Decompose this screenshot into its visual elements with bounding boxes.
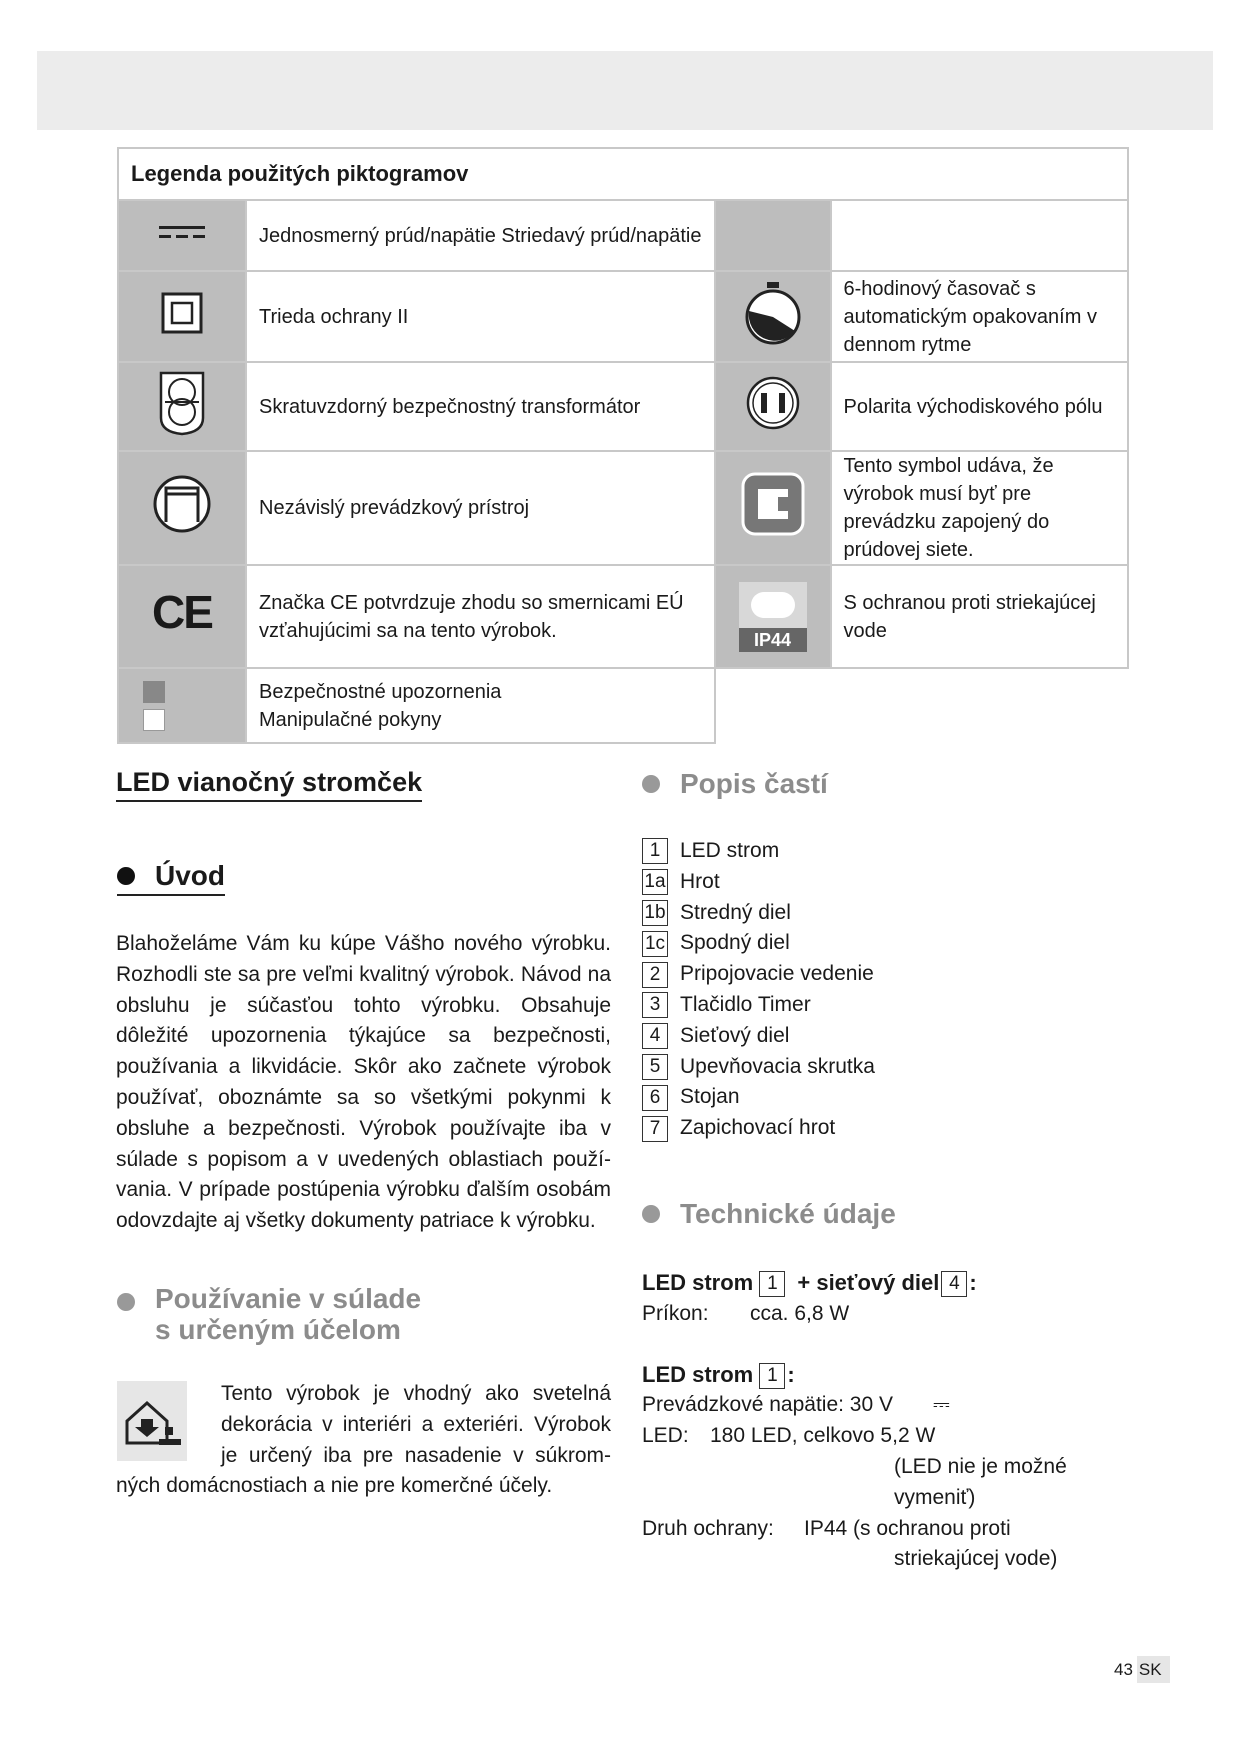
timer-icon	[715, 271, 831, 362]
legend-text: Tento symbol udáva, že výrobok musí byť pre prevádzku zapojený do prúdovej siete.	[831, 451, 1129, 565]
legend-text: Nezávislý prevádzkový prístroj	[246, 451, 715, 565]
bullet-icon	[117, 1293, 135, 1311]
parts-list	[642, 836, 875, 1144]
part-label: Upevňovacia skrutka	[680, 1054, 875, 1078]
part-label: Tlačidlo Timer	[680, 992, 811, 1016]
part-label: Spodný diel	[680, 931, 790, 955]
usage-block	[116, 1379, 611, 1502]
part-label: Pripojovacie vedenie	[680, 962, 874, 986]
legend-text: Jednosmerný prúd/napätie Striedavý prúd/napätie	[246, 200, 715, 271]
plug-icon	[715, 451, 831, 565]
part-label: Zapichovací hrot	[680, 1116, 836, 1140]
legend-text: Polarita východiskového pólu	[831, 362, 1129, 451]
tech-specs: LED strom 1 + sieťový diel 4 : Príkon: cca. 6,8 W LED strom 1 : Prevádzkové napätie: 30 V ⎓ LED: 180 LED, celkovo 5,2 W (LED nie je možné vymeniť) Druh ochrany: IP44 (s ochranou proti striekajúcej vode)	[642, 1270, 1067, 1571]
legend-text: Skratuvzdorný bezpečnostný transformátor	[246, 362, 715, 451]
part-label: Stredný diel	[680, 900, 791, 924]
safety-transformer-icon	[118, 362, 246, 451]
part-label: Stojan	[680, 1085, 740, 1109]
part-number: 2	[642, 962, 668, 988]
left-column	[116, 929, 611, 1502]
legend-text: S ochranou proti striekajúcej vode	[831, 565, 1129, 668]
ip44-icon: IP44	[715, 565, 831, 668]
indoor-outdoor-icon	[117, 1381, 187, 1461]
legend-text: Trieda ochrany II	[246, 271, 715, 362]
dc-ac-icon	[118, 200, 246, 271]
part-item	[642, 1052, 875, 1083]
tech-heading: Technické údaje	[642, 1198, 896, 1230]
independent-device-icon	[118, 451, 246, 565]
part-item	[642, 1021, 875, 1052]
intro-heading: Úvod	[117, 860, 225, 896]
part-item	[642, 898, 875, 929]
part-number: 1c	[642, 931, 668, 957]
legend-text: Manipulačné pokyny	[259, 708, 442, 731]
part-item	[642, 990, 875, 1021]
protection-class-ii-icon	[118, 271, 246, 362]
part-label: Sieťový diel	[680, 1023, 790, 1047]
part-number: 6	[642, 1085, 668, 1111]
usage-text: Tento výrobok je vhodný ako svetelná dekorácia v interiéri a exteriéri. Výrobok je určený iba pre nasadenie v súkromných domácnostiach a nie pre komerčné účely.	[116, 1381, 611, 1498]
usage-heading: Používanie v súlade s určeným účelom	[116, 1283, 611, 1345]
part-label: LED strom	[680, 839, 780, 862]
dc-icon: ⎓	[933, 1393, 950, 1417]
legend-text: Značka CE potvrdzuje zhodu so smernicami EÚ vzťahujúcimi sa na tento výrobok.	[246, 565, 715, 668]
part-number: 1a	[642, 869, 668, 895]
bullet-icon	[642, 1205, 660, 1223]
part-item	[642, 867, 875, 898]
part-item	[642, 1082, 875, 1113]
part-item	[642, 1113, 875, 1144]
header-band	[37, 51, 1213, 130]
part-number: 1b	[642, 900, 668, 926]
page-number: 43 SK	[1110, 1654, 1170, 1686]
ce-icon: CE	[118, 565, 246, 668]
part-item	[642, 959, 875, 990]
legend-title: Legenda použitých piktogramov	[118, 148, 1128, 200]
part-number: 1	[642, 838, 668, 864]
part-number: 3	[642, 992, 668, 1018]
part-number: 4	[642, 1023, 668, 1049]
bullet-icon	[642, 775, 660, 793]
legend-text: Bezpečnostné upozornenia	[259, 680, 502, 703]
part-label: Hrot	[680, 869, 720, 893]
part-number: 7	[642, 1116, 668, 1142]
legend-text: 6-hodinový časovač s automatickým opakovaním v dennom rytme	[831, 271, 1129, 362]
polarity-icon	[715, 362, 831, 451]
square-markers-icon	[118, 668, 246, 743]
part-item	[642, 928, 875, 959]
parts-heading: Popis častí	[642, 768, 828, 800]
part-number: 5	[642, 1054, 668, 1080]
bullet-icon	[117, 867, 135, 885]
pictogram-legend-table	[117, 147, 1129, 744]
part-item	[642, 836, 875, 867]
intro-text: Blahoželáme Vám ku kúpe Vášho nového výrobku. Rozhodli ste sa pre veľmi kvalitný výrobok. Návod na obsluhu je súčasťou tohto výrobku. Obsahuje dôležité upozornenia týkajúce sa bezpečnosti, používania a likvidácie. Skôr ako začnete výrobok používať, oboznámte sa so všetkými pokynmi k obsluhe a bezpečnosti. Výrobok používajte iba v súlade s popisom a v uvedených oblastiach používania. V prípade postúpenia výrobku ďalším osobám odovzdajte aj všetky dokumenty patriace k výrobku.	[116, 932, 611, 1233]
page-title: LED vianočný stromček	[116, 767, 422, 802]
